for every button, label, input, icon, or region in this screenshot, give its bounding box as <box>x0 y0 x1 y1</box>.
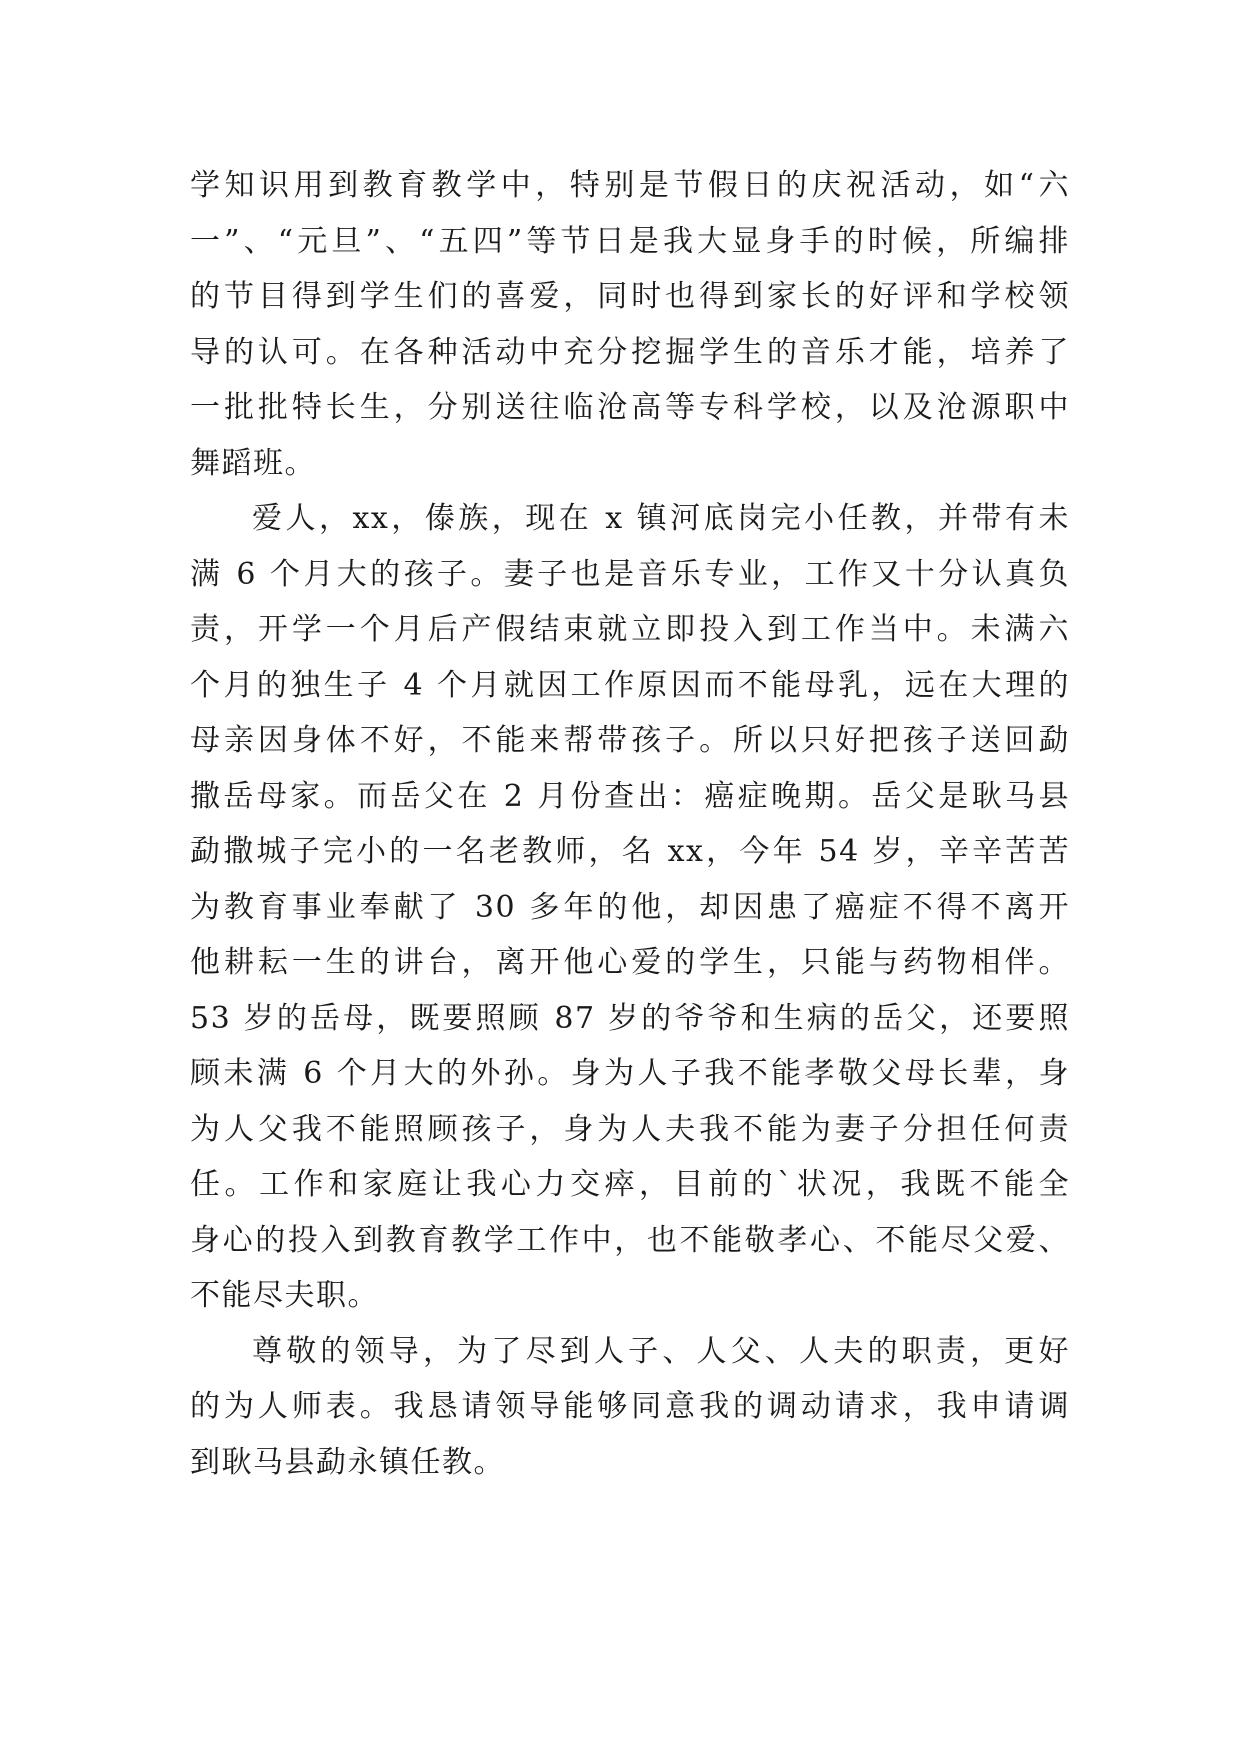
text-line: 舞蹈班。 <box>190 445 316 481</box>
text-line: 学知识用到教育教学中，特别是节假日的庆祝活动，如“六 <box>190 168 1070 203</box>
text-line: 满 6 个月大的孩子。妻子也是音乐专业，工作又十分认真负 <box>190 556 1070 592</box>
text-line: 责，开学一个月后产假结束就立即投入到工作当中。未满六 <box>190 612 1070 647</box>
text-line: 为教育事业奉献了 30 多年的他，却因患了癌症不得不离开 <box>190 889 1070 925</box>
document-body <box>190 158 1070 1490</box>
text-line: 一”、“元旦”、“五四”等节日是我大显身手的时候，所编排 <box>190 223 1070 259</box>
text-line: 导的认可。在各种活动中充分挖掘学生的音乐才能，培养了 <box>190 334 1070 370</box>
text-line: 不能尽夫职。 <box>190 1278 379 1313</box>
text-line: 任。工作和家庭让我心力交瘁，目前的`状况，我既不能全 <box>190 1167 1070 1202</box>
text-line: 的为人师表。我恳请领导能够同意我的调动请求，我申请调 <box>190 1389 1070 1424</box>
text-line: 身心的投入到教育教学工作中，也不能敬孝心、不能尽父爱、 <box>190 1222 1070 1258</box>
text-line: 53 岁的岳母，既要照顾 87 岁的爷爷和生病的岳父，还要照 <box>190 1000 1070 1036</box>
text-line: 一批批特长生，分别送往临沧高等专科学校，以及沧源职中 <box>190 390 1070 425</box>
text-line: 他耕耘一生的讲台，离开他心爱的学生，只能与药物相伴。 <box>190 945 1070 980</box>
paragraph-family-situation <box>190 491 1070 1324</box>
text-line: 顾未满 6 个月大的外孙。身为人子我不能孝敬父母长辈，身 <box>190 1056 1070 1091</box>
text-line: 到耿马县勐永镇任教。 <box>190 1444 505 1480</box>
text-line: 尊敬的领导，为了尽到人子、人父、人夫的职责，更好 <box>252 1333 1070 1369</box>
paragraph-transfer-request <box>190 1324 1070 1491</box>
text-line: 为人父我不能照顾孩子，身为人夫我不能为妻子分担任何责 <box>190 1111 1070 1147</box>
paragraph-achievements <box>190 158 1070 491</box>
text-line: 爱人，xx，傣族，现在 x 镇河底岗完小任教，并带有未 <box>252 501 1070 536</box>
text-line: 个月的独生子 4 个月就因工作原因而不能母乳，远在大理的 <box>190 667 1070 703</box>
text-line: 母亲因身体不好，不能来帮带孩子。所以只好把孩子送回勐 <box>190 723 1070 758</box>
text-line: 勐撒城子完小的一名老教师，名 xx，今年 54 岁，辛辛苦苦 <box>190 834 1070 869</box>
text-line: 的节目得到学生们的喜爱，同时也得到家长的好评和学校领 <box>190 279 1070 314</box>
text-line: 撒岳母家。而岳父在 2 月份查出：癌症晚期。岳父是耿马县 <box>190 778 1070 814</box>
